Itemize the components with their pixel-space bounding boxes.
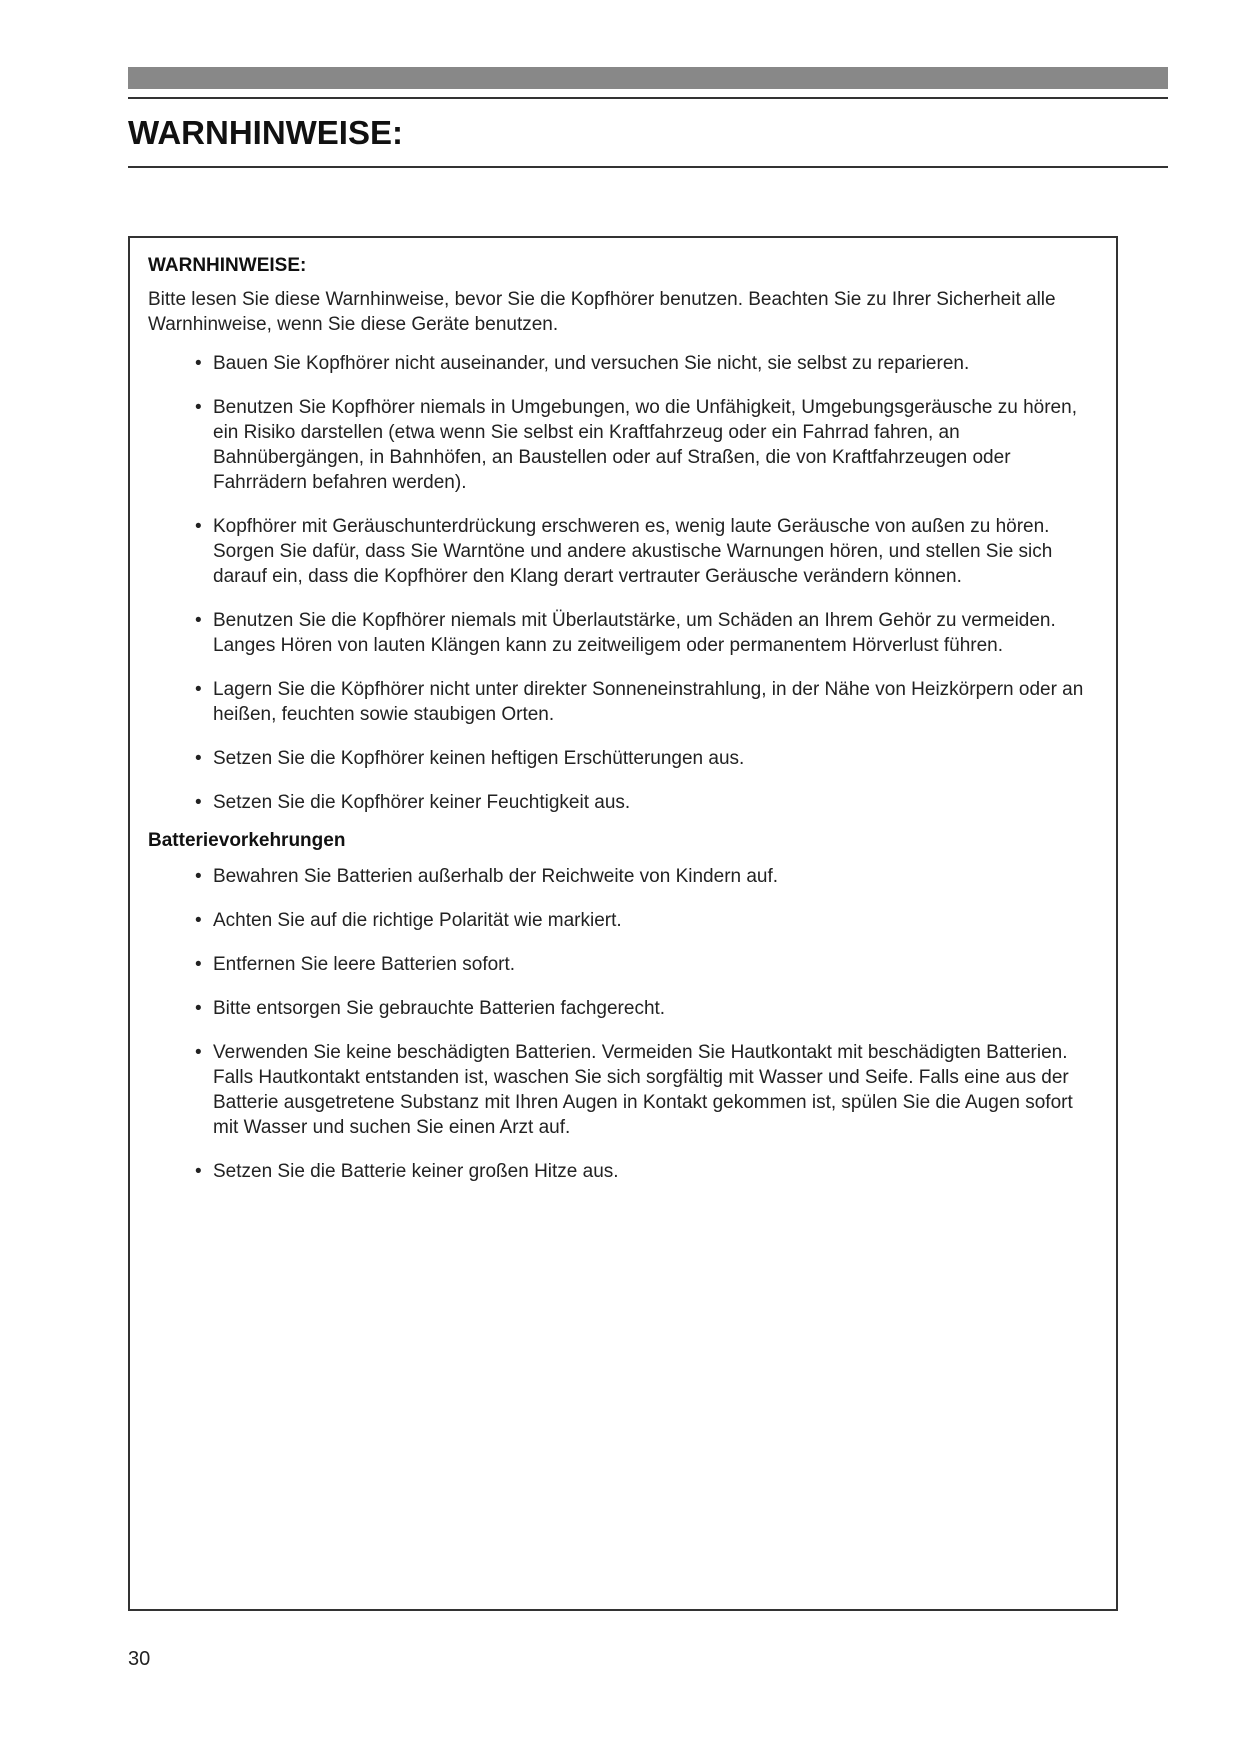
battery-item: • Achten Sie auf die richtige Polarität wie markiert. [195,908,1098,933]
warning-item: • Benutzen Sie die Kopfhörer niemals mit Überlautstärke, um Schäden an Ihrem Gehör zu vermeiden. Langes Hören von lauten Klängen kann zu zeitweiligem oder permanentem Hörverlust führen. [195,608,1098,658]
box-heading: WARNHINWEISE: [148,255,307,276]
battery-item: • Entfernen Sie leere Batterien sofort. [195,952,1098,977]
intro-paragraph: Bitte lesen Sie diese Warnhinweise, bevor Sie die Kopfhörer benutzen. Beachten Sie zu Ihrer Sicherheit alle Warnhinweise, wenn Sie diese Geräte benutzen. [148,289,1056,335]
title-rule [128,166,1168,168]
warning-list [148,351,1098,815]
battery-heading: Batterievorkehrungen [148,830,346,851]
page-number: 30 [128,1648,151,1670]
warning-item: • Setzen Sie die Kopfhörer keiner Feuchtigkeit aus. [195,790,1098,815]
battery-item: • Verwenden Sie keine beschädigten Batterien. Vermeiden Sie Hautkontakt mit beschädigten Batterien. Falls Hautkontakt entstanden ist, waschen Sie sich sorgfältig mit Wasser und Seife. Falls eine aus der Batterie ausgetretene Substanz mit Ihren Augen in Kontakt gekommen ist, spülen Sie die Augen sofort mit Wasser und suchen Sie einen Arzt auf. [195,1040,1098,1140]
header-gray-bar [128,67,1168,89]
battery-item: • Setzen Sie die Batterie keiner großen Hitze aus. [195,1159,1098,1184]
warning-item: • Setzen Sie die Kopfhörer keinen heftigen Erschütterungen aus. [195,746,1098,771]
warning-box [128,236,1118,1611]
warning-item: • Benutzen Sie Kopfhörer niemals in Umgebungen, wo die Unfähigkeit, Umgebungsgeräusche zu hören, ein Risiko darstellen (etwa wenn Sie selbst ein Kraftfahrzeug oder ein Fahrrad fahren, an Bahnübergängen, in Bahnhöfen, an Baustellen oder auf Straßen, die von Kraftfahrzeugen oder Fahrrädern befahren werden). [195,395,1098,495]
battery-item: • Bitte entsorgen Sie gebrauchte Batterien fachgerecht. [195,996,1098,1021]
battery-item: • Bewahren Sie Batterien außerhalb der Reichweite von Kindern auf. [195,864,1098,889]
warning-item: • Lagern Sie die Köpfhörer nicht unter direkter Sonneneinstrahlung, in der Nähe von Heizkörpern oder an heißen, feuchten sowie staubigen Orten. [195,677,1098,727]
page-title: WARNHINWEISE: [128,114,403,151]
warning-item: • Bauen Sie Kopfhörer nicht auseinander, und versuchen Sie nicht, sie selbst zu reparieren. [195,351,1098,376]
header-rule [128,97,1168,99]
warning-item: • Kopfhörer mit Geräuschunterdrückung erschweren es, wenig laute Geräusche von außen zu hören. Sorgen Sie dafür, dass Sie Warntöne und andere akustische Warnungen hören, und stellen Sie sich darauf ein, dass die Kopfhörer den Klang derart vertrauter Geräusche verändern können. [195,514,1098,589]
battery-list [148,864,1098,1184]
